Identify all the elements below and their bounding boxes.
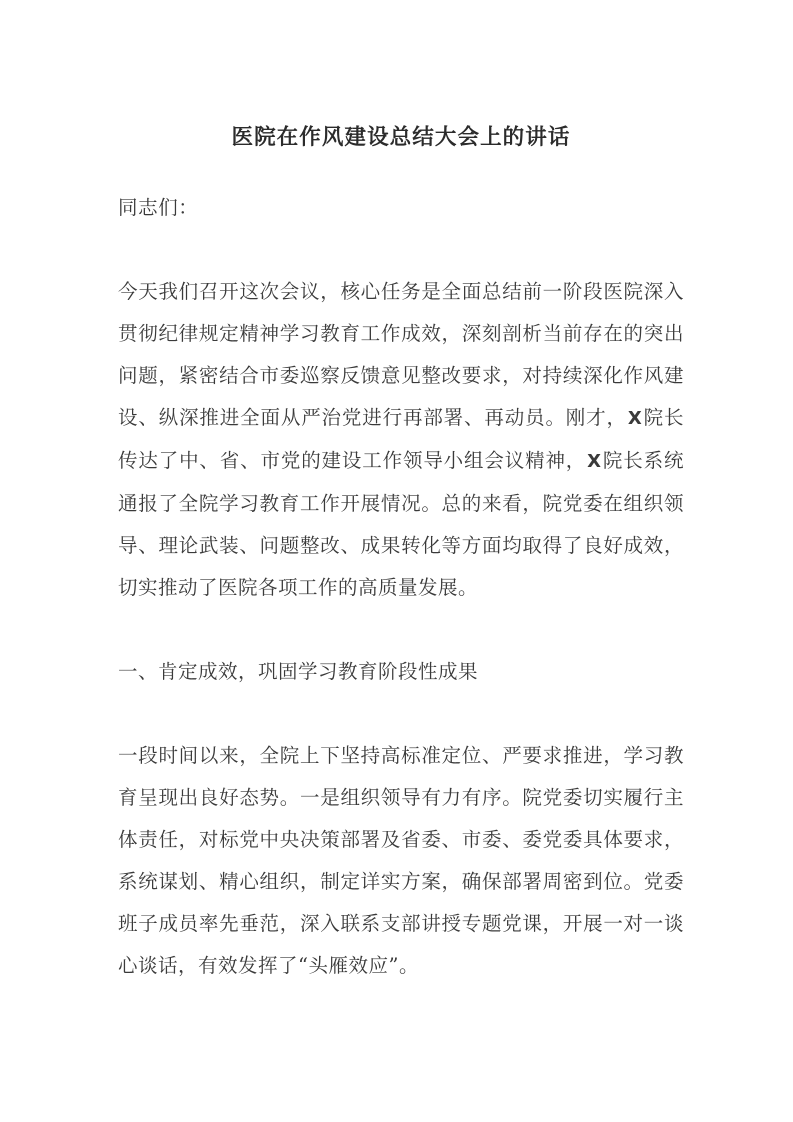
paragraph-text-segment: 一段时间以来，全院上下坚持高标准定位、严要求推进，学习教育呈现出良好态势。一是组织领导有力有序。院党委切实履行主体责任，对标党中央决策部署及省委、市委、委党委具体要求，系统谋划、精心组织，制定详实方案，确保部署周密到位。党委班子成员率先垂范，深入联系支部讲授专题党课，开展一对一谈心谈话，有效发挥了“头雁效应”。 [118,744,684,977]
paragraph-text-segment: 今天我们召开这次会议，核心任务是全面总结前一阶段医院深入贯彻纪律规定精神学习教育工作成效，深刻剖析当前存在的突出问题，紧密结合市委巡察反馈意见整改要求，对持续深化作风建设、纵深推进全面从严治党进行再部署、再动员。刚才， [118,280,684,429]
paragraph-text-segment: 院长传达了中、省、市党的建设工作领导小组会议精神， [118,406,684,472]
document-body [118,0,684,987]
section-one-heading: 一、肯定成效，巩固学习教育阶段性成果 [118,660,479,683]
placeholder-name-x: X [587,451,602,472]
salutation: 同志们： [118,196,199,219]
placeholder-name-x: X [627,408,643,429]
opening-paragraph [118,229,684,609]
section-one-paragraph [118,693,684,987]
page-title: 医院在作风建设总结大会上的讲话 [231,125,571,150]
paragraph-text-segment: 院长系统通报了全院学习教育工作开展情况。总的来看，院党委在组织领导、理论武装、问题整改、成果转化等方面均取得了良好成效，切实推动了医院各项工作的高质量发展。 [118,449,684,599]
